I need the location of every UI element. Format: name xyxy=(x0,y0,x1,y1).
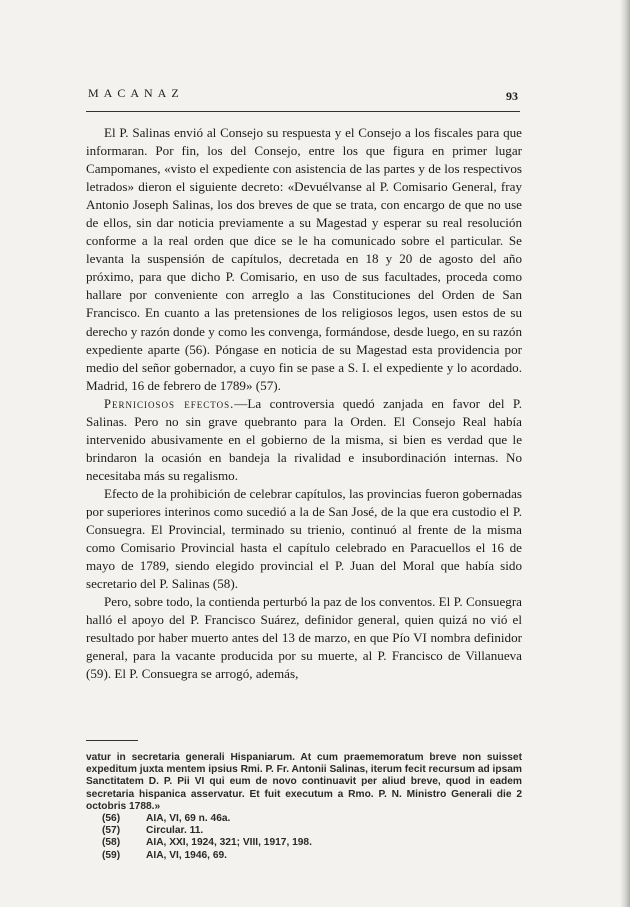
footnote-item xyxy=(86,813,522,825)
footnotes xyxy=(86,752,522,862)
page-edge-shadow xyxy=(620,0,630,907)
paragraph-1: El P. Salinas envió al Consejo su respuesta y el Consejo a los fiscales para que informaran. Por fin, los del Consejo, entre los que figura en primer lugar Campomanes, «visto el expediente con asistencia de las partes y de los respectivos letrados» dieron el siguiente decreto: «Devuélvanse al P. Comisario General, fray Antonio Joseph Salinas, los dos breves de que se trata, con encargo de que no use de ellos, sin dar noticia previamente a su Magestad y esperar su real resolución conforme a la real orden que dice se le ha comunicado sobre el particular. Se levanta la suspensión de capítulos, decretada en 18 y 20 de agosto del año próximo, para que dicho P. Comisario, en uso de sus facultades, proceda como hallare por conveniente con arreglo a las Constituciones del Orden de San Francisco. En cuanto a las pretensiones de los religiosos legos, usen estos de su derecho y razón donde y como les convenga, formándose, desde luego, en su razón expediente aparte (56). Póngase en noticia de su Magestad esta providencia por medio del señor gobernador, a cuyo fin se pase a S. I. el expediente y lo acordado. Madrid, 16 de febrero de 1789» (57). xyxy=(86,125,522,393)
footnote-text: AIA, VI, 69 n. 46a. xyxy=(146,813,231,825)
footnote-item xyxy=(86,837,522,849)
footnote-list xyxy=(86,813,522,862)
footnote-rule xyxy=(86,740,138,741)
header-rule xyxy=(86,111,520,112)
page-header xyxy=(88,86,518,108)
paragraph-2 xyxy=(86,395,522,485)
footnote-number: (57) xyxy=(102,825,121,837)
paragraph-3: Efecto de la prohibición de celebrar capítulos, las provincias fueron gobernadas por superiores interinos como sucedió a la de San José, de la que era custodio el P. Consuegra. El Provincial, terminado su trienio, continuó al frente de la misma como Comisario Provincial hasta el capítulo celebrado en Paracuellos el 16 de mayo de 1789, siendo elegido provincial el P. Juan del Moral que había sido secretario del P. Salinas (58). xyxy=(86,485,522,592)
footnote-number: (56) xyxy=(102,813,121,825)
footnote-item xyxy=(86,850,522,862)
footnote-quote: vatur in secretaria generali Hispaniarum. At cum praememoratum breve non suisset expeditum juxta mentem ipsius Rmi. P. Fr. Antonii Salinas, iterum fecit recursum ad ipsam Sanctitatem D. P. Pii VI qui eum de novo continuavit per aliud breve, quod in eadem secretaria hispanica asservatur. Et fuit executum a Rmo. P. N. Ministro Generali die 2 octobris 1788.» xyxy=(86,752,522,812)
body-text xyxy=(86,124,522,683)
footnote-item xyxy=(86,825,522,837)
page-number: 93 xyxy=(506,89,518,103)
paragraph-2-text: —La controversia quedó zanjada en favor del P. Salinas. Pero no sin grave quebranto para la Orden. El Consejo Real había intervenido abusivamente en el gobierno de la misma, si bien es verdad que le brindaron la ocasión en bandeja la rivalidad e insubordinación internas. No necesitaba más su regalismo. xyxy=(86,395,523,483)
footnote-number: (59) xyxy=(102,849,121,861)
paragraph-4: Pero, sobre todo, la contienda perturbó la paz de los conventos. El P. Consuegra halló el apoyo del P. Francisco Suárez, definidor general, quien quizá no vió el resultado por haber muerto antes del 13 de marzo, en que Pío VI nombra definidor general, para la vacante producida por su muerte, al P. Francisco de Villanueva (59). El P. Consuegra se arrogó, además, xyxy=(86,594,522,682)
footnote-text: Circular. 11. xyxy=(146,825,204,837)
footnote-text: AIA, XXI, 1924, 321; VIII, 1917, 198. xyxy=(146,837,312,849)
section-heading: Perniciosos efectos. xyxy=(104,396,235,411)
footnote-text: AIA, VI, 1946, 69. xyxy=(146,849,227,861)
running-title: MACANAZ xyxy=(88,86,184,100)
footnote-number: (58) xyxy=(102,837,121,849)
